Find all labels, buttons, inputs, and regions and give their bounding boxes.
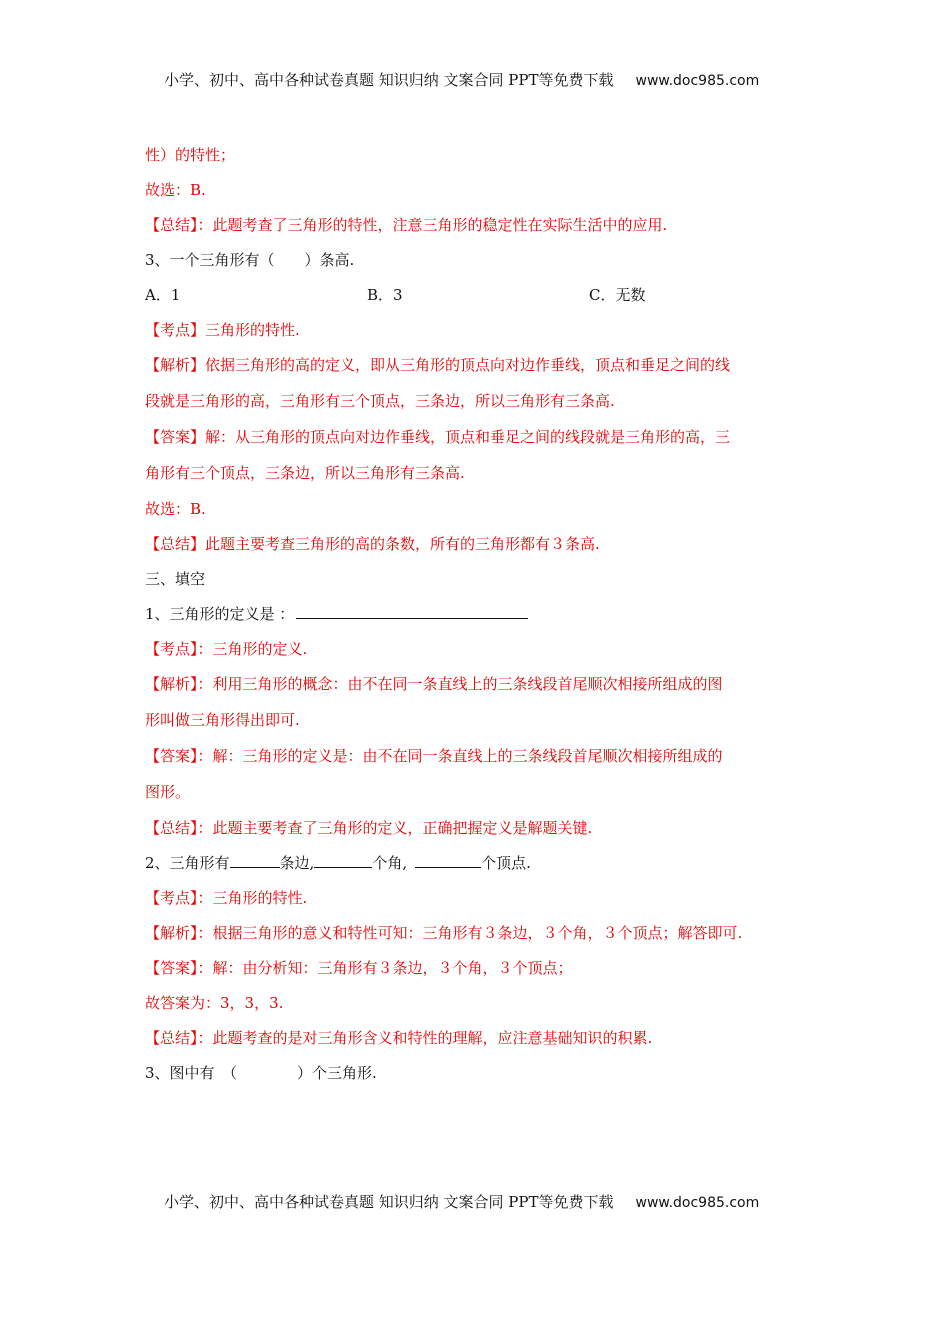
fill-question-3: 3、图中有 （ ）个三角形. [145, 1064, 377, 1082]
header-text: 小学、初中、高中各种试卷真题 知识归纳 文案合同 PPT等免费下载 [164, 71, 614, 89]
footer-text: 小学、初中、高中各种试卷真题 知识归纳 文案合同 PPT等免费下载 [164, 1193, 614, 1211]
question-3: 3、一个三角形有（ ）条高. [145, 251, 355, 269]
answer-options [145, 282, 815, 317]
section-title: 三、填空 [145, 570, 206, 588]
summary-line: 【总结】：此题考查的是对三角形含义和特性的理解，应注意基础知识的积累. [145, 1029, 653, 1047]
question-text: 2、三角形有 [145, 854, 230, 872]
analysis-line: 【解析】：利用三角形的概念：由不在同一条直线上的三条线段首尾顺次相接所组成的图 [145, 675, 723, 693]
analysis-line: 段就是三角形的高，三角形有三个顶点，三条边，所以三角形有三条高. [145, 392, 615, 410]
option-a: A．1 [145, 286, 181, 304]
answer-line: 【答案】：解：三角形的定义是：由不在同一条直线上的三条线段首尾顺次相接所组成的 [145, 747, 723, 765]
answer-blank [230, 852, 280, 868]
analysis-line: 【解析】依据三角形的高的定义，即从三角形的顶点向对边作垂线，顶点和垂足之间的线 [145, 356, 731, 374]
fill-question-2 [145, 850, 815, 885]
answer-line: 【答案】：解：由分析知：三角形有３条边，３个角，３个顶点； [145, 959, 573, 977]
footer-site-link[interactable]: www.doc985.com [635, 1195, 760, 1211]
option-c: C．无数 [589, 286, 646, 304]
text-line: 性）的特性； [145, 146, 236, 164]
page-header [164, 69, 759, 90]
answer-blank [415, 852, 481, 868]
header-site-link[interactable]: www.doc985.com [635, 73, 760, 89]
answer-blank [314, 852, 372, 868]
answer-line: 角形有三个顶点，三条边，所以三角形有三条高. [145, 464, 465, 482]
document-body [145, 142, 815, 1095]
question-text: 条边, [279, 854, 315, 872]
page-footer [164, 1191, 759, 1212]
analysis-line: 【解析】：根据三角形的意义和特性可知：三角形有３条边，３个角，３个顶点；解答即可. [145, 924, 743, 942]
knowledge-point: 【考点】：三角形的特性. [145, 889, 308, 907]
option-b: B．3 [367, 286, 403, 304]
summary-line: 【总结】：此题主要考查了三角形的定义，正确把握定义是解题关键. [145, 819, 593, 837]
question-text: 个角, [372, 854, 408, 872]
text-line: 故选：B. [145, 181, 206, 199]
question-text: 1、三角形的定义是 ： [145, 605, 295, 623]
knowledge-point: 【考点】：三角形的定义. [145, 640, 308, 658]
answer-line: 故答案为：3，3，3. [145, 994, 284, 1012]
answer-blank [296, 603, 528, 619]
fill-question-1 [145, 601, 815, 636]
choice-line: 故选：B. [145, 500, 206, 518]
summary-line: 【总结】此题主要考查三角形的高的条数，所有的三角形都有３条高. [145, 535, 600, 553]
answer-line: 图形。 [145, 783, 191, 801]
summary-line: 【总结】：此题考查了三角形的特性，注意三角形的稳定性在实际生活中的应用. [145, 216, 668, 234]
analysis-line: 形叫做三角形得出即可. [145, 711, 300, 729]
knowledge-point: 【考点】三角形的特性. [145, 321, 300, 339]
question-text: 个顶点. [481, 854, 531, 872]
answer-line: 【答案】解：从三角形的顶点向对边作垂线，顶点和垂足之间的线段就是三角形的高，三 [145, 428, 731, 446]
